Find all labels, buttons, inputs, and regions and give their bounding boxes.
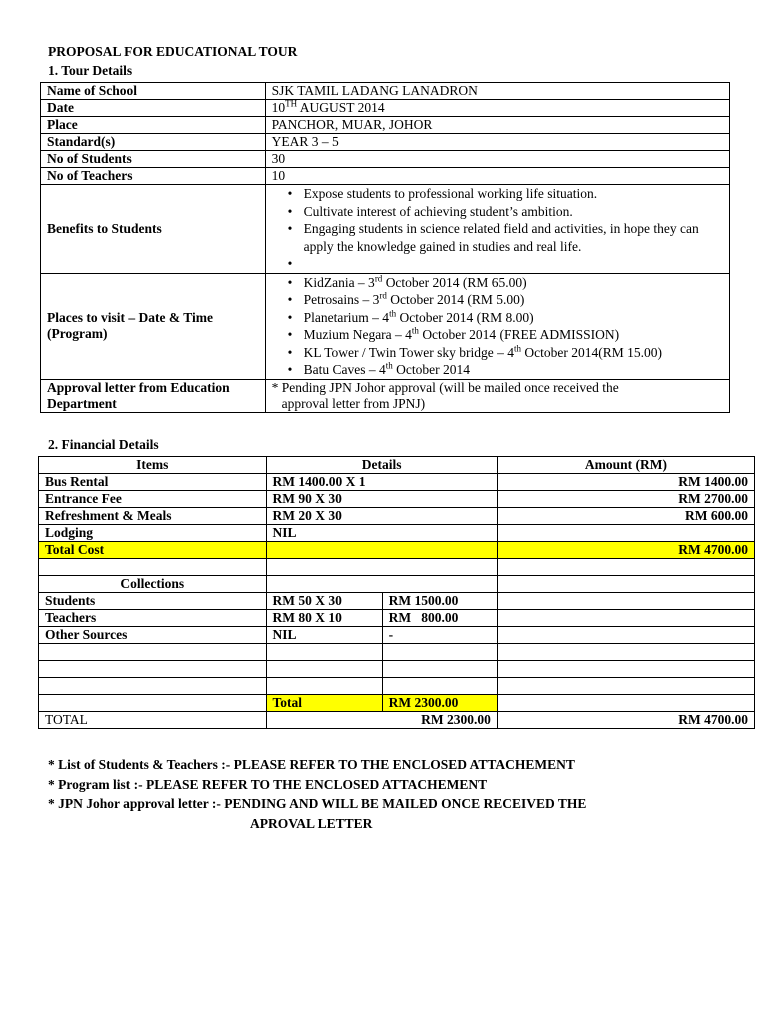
grand-total-cost: RM 4700.00 xyxy=(497,712,754,729)
table-row xyxy=(41,134,730,151)
place-label: Place xyxy=(41,117,266,134)
collection-total-label: Total xyxy=(266,695,382,712)
col-amount-header: Amount (RM) xyxy=(497,457,754,474)
cost-item: Refreshment & Meals xyxy=(39,508,267,525)
collection-detail: RM 80 X 10 xyxy=(266,610,382,627)
empty-cell xyxy=(497,610,754,627)
table-row xyxy=(39,559,755,576)
cost-amount: RM 600.00 xyxy=(497,508,754,525)
table-row xyxy=(39,695,755,712)
empty-cell xyxy=(497,627,754,644)
cost-detail: RM 1400.00 X 1 xyxy=(266,474,497,491)
approval-value: * Pending JPN Johor approval (will be mailed once received the approval letter from JPNJ) xyxy=(265,379,729,412)
collection-item: Students xyxy=(39,593,267,610)
list-item xyxy=(304,255,723,273)
place-item: • Muzium Negara – 4th October 2014 (FREE ADMISSION) xyxy=(304,326,723,344)
table-row xyxy=(41,117,730,134)
table-row xyxy=(39,576,755,593)
table-row xyxy=(41,151,730,168)
table-row xyxy=(39,610,755,627)
table-row xyxy=(39,491,755,508)
cost-detail: RM 20 X 30 xyxy=(266,508,497,525)
empty-cell xyxy=(497,593,754,610)
teachers-value: 10 xyxy=(265,168,729,185)
empty-cell xyxy=(497,695,754,712)
school-label: Name of School xyxy=(41,83,266,100)
note-line: * List of Students & Teachers :- PLEASE REFER TO THE ENCLOSED ATTACHEMENT xyxy=(48,757,575,772)
cost-item: Entrance Fee xyxy=(39,491,267,508)
collection-subtotal: - xyxy=(382,627,497,644)
date-label: Date xyxy=(41,100,266,117)
collection-detail: NIL xyxy=(266,627,382,644)
collection-subtotal: RM 1500.00 xyxy=(382,593,497,610)
tour-details-heading: 1. Tour Details xyxy=(48,63,133,78)
cost-amount xyxy=(497,525,754,542)
place-item: • Planetarium – 4th October 2014 (RM 8.00) xyxy=(304,309,723,327)
col-details-header: Details xyxy=(266,457,497,474)
standard-value: YEAR 3 – 5 xyxy=(265,134,729,151)
table-row xyxy=(39,678,755,695)
cost-item: Bus Rental xyxy=(39,474,267,491)
benefits-label: Benefits to Students xyxy=(41,185,266,274)
cost-detail: RM 90 X 30 xyxy=(266,491,497,508)
empty-cell xyxy=(497,559,754,576)
table-row xyxy=(41,379,730,412)
grand-total-collections: RM 2300.00 xyxy=(266,712,497,729)
students-label: No of Students xyxy=(41,151,266,168)
list-item: • Cultivate interest of achieving student’s ambition. xyxy=(304,203,723,221)
financial-table xyxy=(38,456,755,729)
table-row xyxy=(39,644,755,661)
financial-details-heading: 2. Financial Details xyxy=(48,437,159,452)
table-row xyxy=(39,661,755,678)
date-value: 10TH AUGUST 2014 xyxy=(265,100,729,117)
total-cost-row xyxy=(39,542,755,559)
empty-cell xyxy=(39,559,267,576)
empty-cell xyxy=(39,695,267,712)
empty-cell xyxy=(266,576,497,593)
grand-total-row xyxy=(39,712,755,729)
tour-details-table xyxy=(40,82,730,413)
table-row xyxy=(39,508,755,525)
collection-item: Teachers xyxy=(39,610,267,627)
table-row xyxy=(39,627,755,644)
table-row xyxy=(41,168,730,185)
collection-total-value: RM 2300.00 xyxy=(382,695,497,712)
table-row xyxy=(41,83,730,100)
teachers-label: No of Teachers xyxy=(41,168,266,185)
standard-label: Standard(s) xyxy=(41,134,266,151)
list-item: • Engaging students in science related field and activities, in hope they can apply the knowledge gained in studies and real life. xyxy=(304,220,723,255)
grand-total-label: TOTAL xyxy=(39,712,267,729)
table-row xyxy=(39,457,755,474)
total-cost-value: RM 4700.00 xyxy=(497,542,754,559)
col-items-header: Items xyxy=(39,457,267,474)
place-item: • KidZania – 3rd October 2014 (RM 65.00) xyxy=(304,274,723,292)
table-row xyxy=(41,273,730,379)
note-line: APROVAL LETTER xyxy=(250,815,373,831)
note-line: * Program list :- PLEASE REFER TO THE ENCLOSED ATTACHEMENT xyxy=(48,776,488,792)
places-label: Places to visit – Date & Time (Program) xyxy=(41,273,266,379)
notes xyxy=(48,755,586,833)
empty-cell xyxy=(266,559,497,576)
table-row xyxy=(41,100,730,117)
collection-subtotal: RM 800.00 xyxy=(382,610,497,627)
note-line: * JPN Johor approval letter :- PENDING AND WILL BE MAILED ONCE RECEIVED THE xyxy=(48,796,587,812)
approval-label: Approval letter from Education Department xyxy=(41,379,266,412)
school-value: SJK TAMIL LADANG LANADRON xyxy=(265,83,729,100)
empty-cell xyxy=(266,542,497,559)
place-item: • Petrosains – 3rd October 2014 (RM 5.00) xyxy=(304,291,723,309)
table-row xyxy=(39,593,755,610)
table-row xyxy=(39,525,755,542)
cost-amount: RM 2700.00 xyxy=(497,491,754,508)
benefits-value xyxy=(265,185,729,274)
collection-item: Other Sources xyxy=(39,627,267,644)
collections-label: Collections xyxy=(39,576,267,593)
table-row xyxy=(39,474,755,491)
places-value xyxy=(265,273,729,379)
cost-item: Lodging xyxy=(39,525,267,542)
place-value: PANCHOR, MUAR, JOHOR xyxy=(265,117,729,134)
list-item: • Expose students to professional working life situation. xyxy=(304,185,723,203)
place-item: • Batu Caves – 4th October 2014 xyxy=(304,361,723,379)
cost-amount: RM 1400.00 xyxy=(497,474,754,491)
document-title: PROPOSAL FOR EDUCATIONAL TOUR xyxy=(48,44,298,59)
empty-cell xyxy=(497,576,754,593)
place-item: • KL Tower / Twin Tower sky bridge – 4th October 2014(RM 15.00) xyxy=(304,344,723,362)
students-value: 30 xyxy=(265,151,729,168)
table-row xyxy=(41,185,730,274)
cost-detail: NIL xyxy=(266,525,497,542)
collection-detail: RM 50 X 30 xyxy=(266,593,382,610)
total-cost-label: Total Cost xyxy=(39,542,267,559)
